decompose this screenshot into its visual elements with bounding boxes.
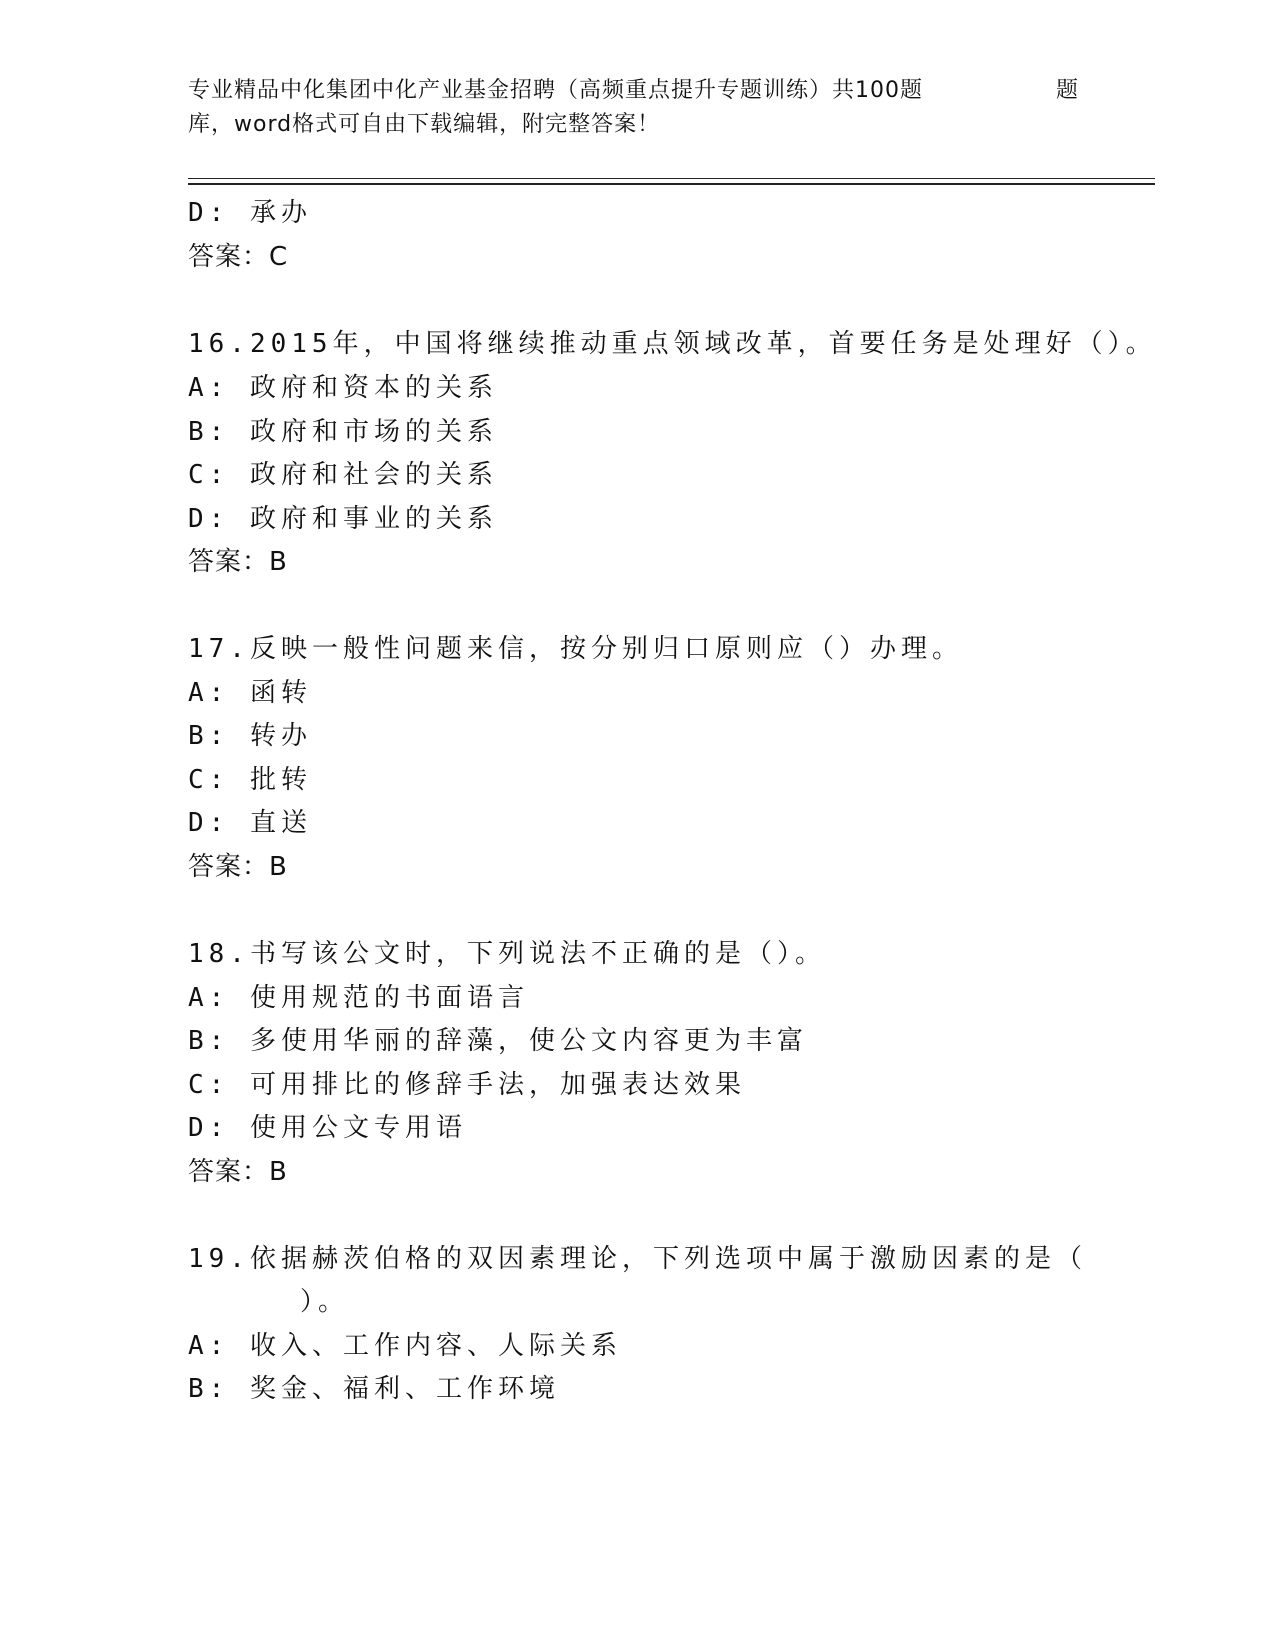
option-a: A: 收入、工作内容、人际关系 (188, 1331, 622, 1361)
answer: 答案：C (188, 242, 289, 272)
option-c: C: 可用排比的修辞手法，加强表达效果 (188, 1070, 746, 1100)
answer: 答案：B (188, 547, 288, 577)
option-b: B: 转办 (188, 721, 312, 751)
option-d: D: 直送 (188, 808, 312, 838)
question-19-continuation: ）。 (300, 1287, 350, 1317)
answer: 答案：B (188, 852, 288, 882)
header-divider-thin (188, 178, 1155, 179)
header-line-2 (188, 108, 1148, 142)
header-title: 专业精品中化集团中化产业基金招聘（高频重点提升专题训练）共100题 (188, 78, 923, 103)
option-a: A: 使用规范的书面语言 (188, 983, 529, 1013)
option-b: B: 多使用华丽的辞藻，使公文内容更为丰富 (188, 1026, 808, 1056)
header-line-1 (188, 74, 1148, 108)
question-16: 16.2015年，中国将继续推动重点领域改革，首要任务是处理好（）。 (188, 329, 1157, 359)
header-title-tail: 题 (1056, 78, 1080, 103)
option-d: D: 使用公文专用语 (188, 1113, 467, 1143)
option-d: D: 政府和事业的关系 (188, 504, 498, 534)
option-b: B: 奖金、福利、工作环境 (188, 1374, 560, 1404)
question-19: 19.依据赫茨伯格的双因素理论，下列选项中属于激励因素的是（ (188, 1244, 1087, 1274)
document-header (188, 74, 1148, 142)
answer: 答案：B (188, 1157, 288, 1187)
header-divider-thick (188, 183, 1155, 185)
option-a: A: 函转 (188, 678, 312, 708)
option-d: D: 承办 (188, 198, 312, 228)
option-c: C: 政府和社会的关系 (188, 460, 498, 490)
question-18: 18.书写该公文时，下列说法不正确的是（）。 (188, 939, 826, 969)
option-c: C: 批转 (188, 765, 312, 795)
option-b: B: 政府和市场的关系 (188, 417, 498, 447)
question-17: 17.反映一般性问题来信，按分别归口原则应（）办理。 (188, 634, 963, 664)
header-subtitle: 库，word格式可自由下载编辑，附完整答案！ (188, 112, 661, 137)
option-a: A: 政府和资本的关系 (188, 373, 498, 403)
